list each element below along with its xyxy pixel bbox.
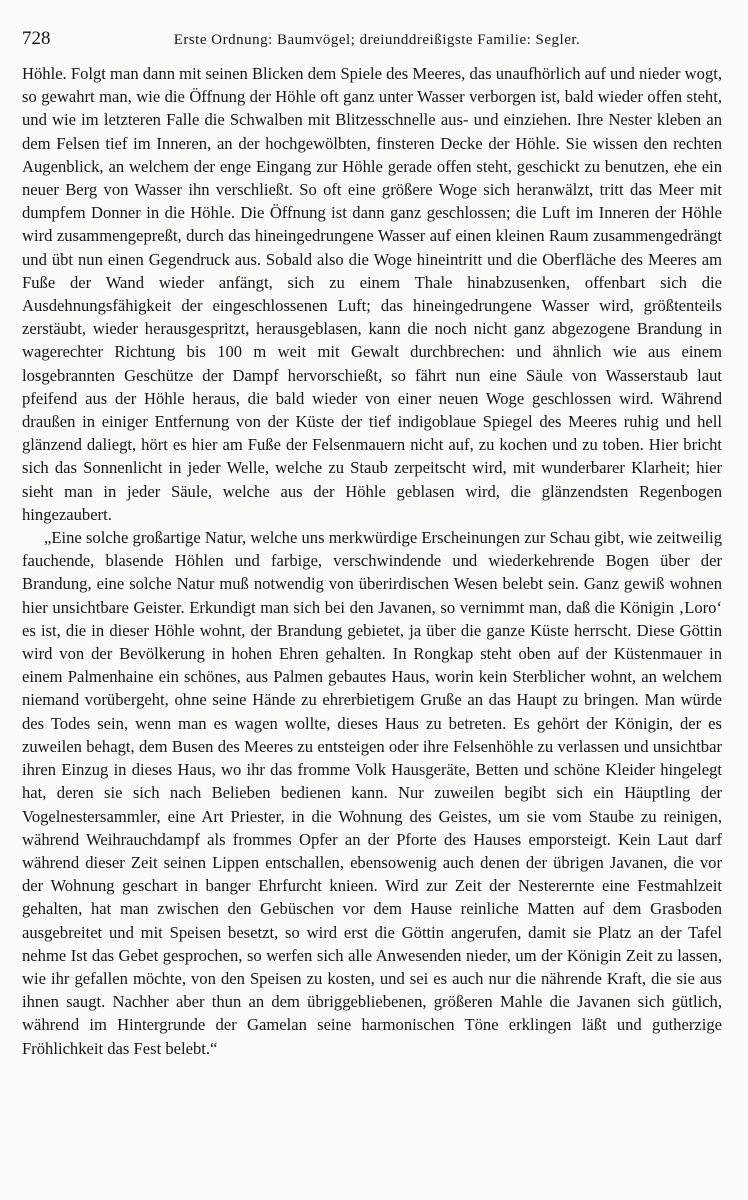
- page-header: [22, 28, 722, 52]
- book-page: [22, 28, 722, 1178]
- paragraph-goddess-loro: „Eine solche großartige Natur, welche uns merkwürdige Erscheinungen zur Schau gibt, wie zeitweilig fauchende, blasende Höhlen und farbige, verschwindende und wiederkehrende Bogen über der Brandung, eine solche Natur muß notwendig von überirdischen Wesen belebt sein. Ganz gewiß wohnen hier unsichtbare Geister. Erkundigt man sich bei den Javanen, so vernimmt man, daß die Königin ‚Loro‘ es ist, die in dieser Höhle wohnt, der Brandung gebietet, ja über die ganze Küste herrscht. Diese Göttin wird von der Bevölkerung in hohen Ehren gehalten. In Rongkap steht oben auf der Küstenmauer in einem Palmenhaine ein schönes, aus Palmen gebautes Haus, worin kein Sterblicher wohnt, an welchem niemand vorübergeht, ohne seine Hände zu ehrerbietigem Gruße an das Haupt zu bringen. Man würde des Todes sein, wenn man es wagen wollte, dieses Haus zu betreten. Es gehört der Königin, der es zuweilen behagt, dem Busen des Meeres zu entsteigen oder ihre Felsenhöhle zu verlassen und unsichtbar ihren Einzug in dieses Haus, wo ihr das fromme Volk Hausgeräte, Betten und schöne Kleider hingelegt hat, deren sie sich nach Belieben bedienen kann. Nur zuweilen begibt sich ein Häuptling der Vogelnestersammler, eine Art Priester, in die Wohnung des Geistes, um sie vom Staube zu reinigen, während Weihrauchdampf als frommes Opfer an der Pforte des Hauses emporsteigt. Kein Laut darf während dieser Zeit seinen Lippen entschallen, ebensowenig auch denen der übrigen Javanen, die vor der Wohnung geschart in banger Ehrfurcht knieen. Wird zur Zeit der Nesterernte eine Festmahlzeit gehalten, hat man zwischen den Gebüschen vor dem Hause reinliche Matten auf dem Grasboden ausgebreitet und mit Speisen besetzt, so wird erst die Göttin angerufen, damit sie Platz an der Tafel nehme Ist das Gebet gesprochen, so werfen sich alle Anwesenden nieder, um der Königin Zeit zu lassen, wie ihr gefallen möchte, von den Speisen zu kosten, und sei es auch nur die nährende Kraft, die sie aus ihnen saugt. Nachher aber thun an dem übriggebliebenen, größeren Mahle die Javanen sich gütlich, während im Hintergrunde der Gamelan seine harmonischen Töne erklingen läßt und gutherzige Fröhlichkeit das Fest belebt.“: [22, 528, 722, 1058]
- running-head: Erste Ordnung: Baumvögel; dreiunddreißigste Familie: Segler.: [173, 32, 581, 48]
- body-text: [22, 62, 722, 1060]
- paragraph-cave-description: Höhle. Folgt man dann mit seinen Blicken dem Spiele des Meeres, das unaufhörlich auf und nieder wogt, so gewahrt man, wie die Öffnung der Höhle oft ganz unter Wasser verborgen ist, bald wieder offen steht, und wie im letzteren Falle die Schwalben mit Blitzesschnelle aus- und einziehen. Ihre Nester kleben an dem Felsen tief im Inneren, an der hochgewölbten, finsteren Decke der Höhle. Sie wissen den rechten Augenblick, an welchem der enge Eingang zur Höhle gerade offen steht, geschickt zu benutzen, ehe ein neuer Berg von Wasser ihn verschließt. So oft eine größere Woge sich heranwälzt, tritt das Meer mit dumpfem Donner in die Höhle. Die Öffnung ist dann ganz geschlossen; die Luft im Inneren der Höhle wird zusammengepreßt, durch das hineingedrungene Wasser auf einen kleinen Raum zusammengedrängt und übt nun einen Gegendruck aus. Sobald also die Woge hineintritt und die Oberfläche des Meeres am Fuße der Wand wieder anfängt, sich zu einem Thale hinabzusenken, offenbart sich die Ausdehnungsfähigkeit der eingeschlossenen Luft; das hineingedrungene Wasser wird, größtenteils zerstäubt, wieder herausgespritzt, herausgeblasen, kann die noch nicht ganz abgezogene Brandung in wagerechter Richtung bis 100 m weit mit Gewalt durchbrechen: und ähnlich wie aus einem losgebrannten Geschütze der Dampf hervorschießt, so fährt nun eine Säule von Wasserstaub laut pfeifend aus der Höhle heraus, die bald wieder von einer neuen Woge geschlossen wird. Während draußen in einiger Entfernung von der Küste der tief indigoblaue Spiegel des Meeres ruhig und hell glänzend daliegt, hört es hier am Fuße der Felsenmauern nicht auf, zu kochen und zu toben. Hier bricht sich das Sonnenlicht in jeder Welle, welche zu Staub zerpeitscht wird, mit wunderbarer Klarheit; hier sieht man in jeder Säule, welche aus der Höhle geblasen wird, die glänzendsten Regenbogen hingezaubert.: [22, 64, 722, 524]
- page-number: 728: [22, 28, 51, 49]
